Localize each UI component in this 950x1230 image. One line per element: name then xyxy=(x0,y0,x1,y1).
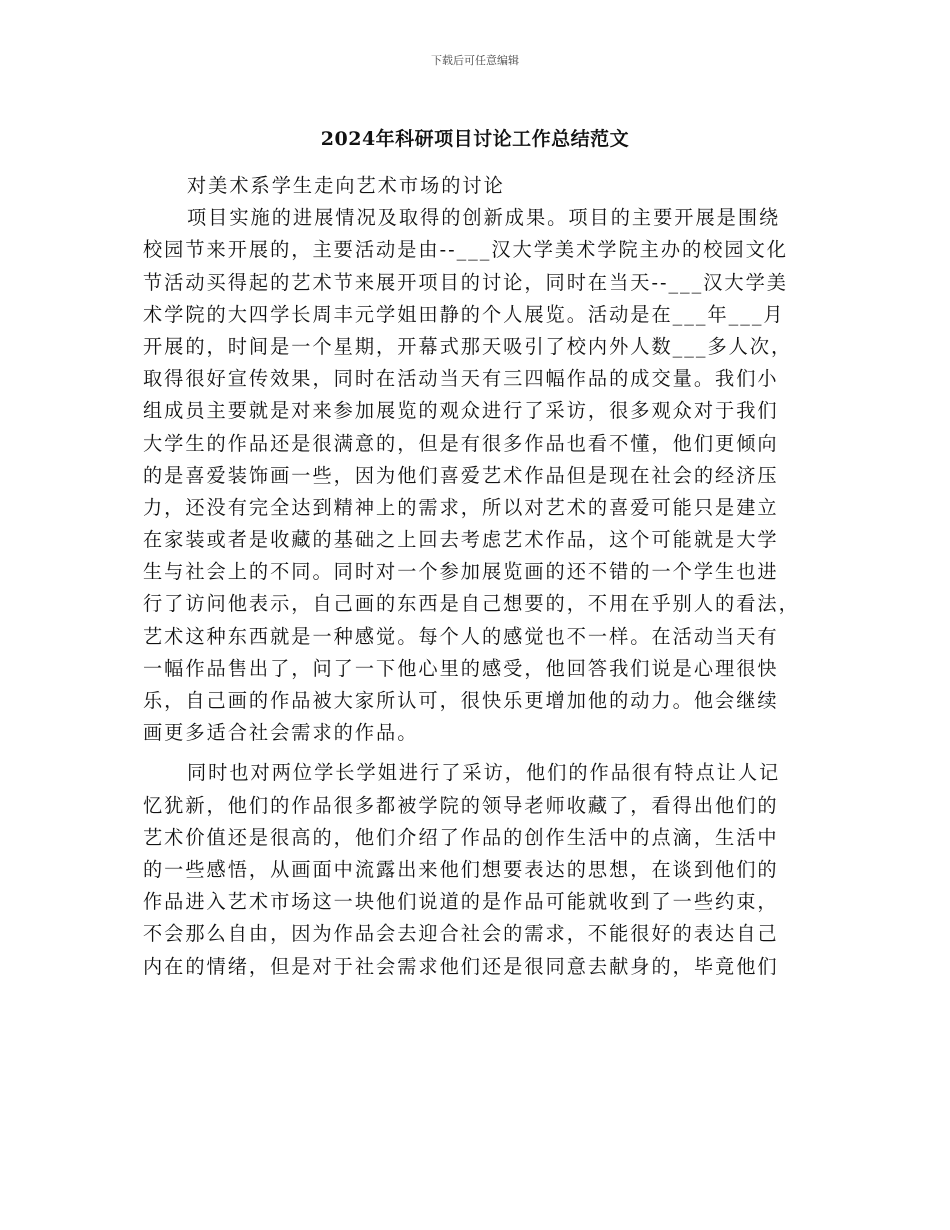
document-body xyxy=(143,170,811,983)
paragraph-line: 艺术价值还是很高的，他们介绍了作品的创作生活中的点滴，生活中 xyxy=(143,825,779,849)
paragraph-line: 术学院的大四学长周丰元学姐田静的个人展览。活动是在___年___月 xyxy=(143,302,785,326)
paragraph-1 xyxy=(143,202,811,749)
paragraph-line: 艺术这种东西就是一种感觉。每个人的感觉也不一样。在活动当天有 xyxy=(143,624,779,648)
paragraph-line: 行了访问他表示，自己画的东西是自己想要的，不用在乎别人的看法， xyxy=(143,592,800,616)
paragraph-line: 内在的情绪，但是对于社会需求他们还是很同意去献身的，毕竟他们 xyxy=(143,954,779,978)
document-title: 2024年科研项目讨论工作总结范文 xyxy=(320,128,630,150)
paragraph-line: 不会那么自由，因为作品会去迎合社会的需求，不能很好的表达自己 xyxy=(143,922,779,946)
paragraph-line: 一幅作品售出了，问了一下他心里的感受，他回答我们说是心理很快 xyxy=(143,656,779,680)
paragraph-line: 画更多适合社会需求的作品。 xyxy=(143,721,419,745)
paragraph-line: 校园节来开展的，主要活动是由--___汉大学美术学院主办的校园文化 xyxy=(143,238,788,262)
paragraph-line: 乐，自己画的作品被大家所认可，很快乐更增加他的动力。他会继续 xyxy=(143,689,779,712)
paragraph-line: 在家装或者是收藏的基础之上回去考虑艺术作品，这个可能就是大学 xyxy=(143,528,779,552)
paragraph-line: 的是喜爱装饰画一些，因为他们喜爱艺术作品但是现在社会的经济压 xyxy=(143,463,779,487)
paragraph-line: 开展的，时间是一个星期，开幕式那天吸引了校内外人数___多人次， xyxy=(143,334,793,358)
paragraph-line: 同时也对两位学长学姐进行了采访，他们的作品很有特点让人记 xyxy=(187,761,781,785)
paragraph-line: 大学生的作品还是很满意的，但是有很多作品也看不懂，他们更倾向 xyxy=(143,431,779,455)
paragraph-line: 节活动买得起的艺术节来展开项目的讨论，同时在当天--___汉大学美 xyxy=(143,270,788,294)
paragraph-line: 项目实施的进展情况及取得的创新成果。项目的主要开展是围绕 xyxy=(187,206,781,230)
paragraph-line: 生与社会上的不同。同时对一个参加展览画的还不错的一个学生也进 xyxy=(143,560,779,584)
paragraph-line: 作品进入艺术市场这一块他们说道的是作品可能就收到了一些约束， xyxy=(143,890,779,914)
paragraph-line: 力，还没有完全达到精神上的需求，所以对艺术的喜爱可能只是建立 xyxy=(143,495,779,519)
page-header-note: 下载后可任意编辑 xyxy=(431,54,519,67)
paragraph-line: 忆犹新，他们的作品很多都被学院的领导老师收藏了，看得出他们的 xyxy=(143,793,779,817)
paragraph-line: 取得很好宣传效果，同时在活动当天有三四幅作品的成交量。我们小 xyxy=(143,367,779,391)
paragraph-2 xyxy=(143,757,811,982)
paragraph-line: 的一些感悟，从画面中流露出来他们想要表达的思想，在谈到他们的 xyxy=(143,857,779,881)
paragraph-line: 组成员主要就是对来参加展览的观众进行了采访，很多观众对于我们 xyxy=(143,399,779,423)
document-subtitle: 对美术系学生走向艺术市场的讨论 xyxy=(187,174,505,197)
